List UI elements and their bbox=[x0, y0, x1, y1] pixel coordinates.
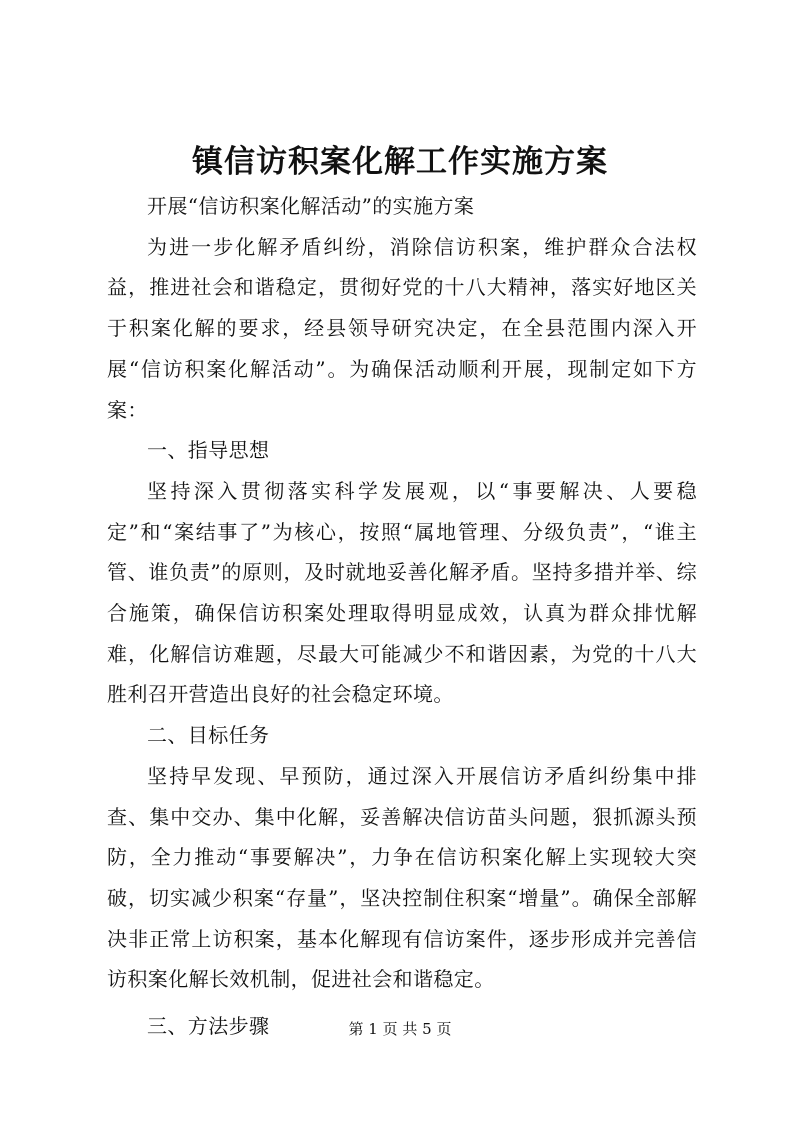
section-heading-methods: 三、方法步骤 bbox=[147, 1014, 270, 1039]
section-heading-goals: 二、目标任务 bbox=[147, 723, 270, 748]
subtitle-paragraph: 开展“信访积案化解活动”的实施方案 bbox=[147, 194, 475, 218]
intro-paragraph: 为进一步化解矛盾纠纷，消除信访积案，维护群众合法权益，推进社会和谐稳定，贯彻好党的十八大精神，落实好地区关于积案化解的要求，经县领导研究决定，在全县范围内深入开展“信访积案化解活动”。为确保活动顺利开展，现制定如下方案： bbox=[107, 234, 697, 422]
document-title: 镇信访积案化解工作实施方案 bbox=[192, 144, 608, 180]
goals-paragraph: 坚持早发现、早预防，通过深入开展信访矛盾纠纷集中排查、集中交办、集中化解，妥善解决信访苗头问题，狠抓源头预防，全力推动“事要解决”，力争在信访积案化解上实现较大突破，切实减少积案“存量”，坚决控制住积案“增量”。确保全部解决非正常上访积案，基本化解现有信访案件，逐步形成并完善信访积案化解长效机制，促进社会和谐稳定。 bbox=[107, 763, 697, 992]
section-heading-guiding-thought: 一、指导思想 bbox=[147, 438, 270, 463]
guiding-thought-paragraph: 坚持深入贯彻落实科学发展观，以“事要解决、人要稳定”和“案结事了”为核心，按照“属地管理、分级负责”，“谁主管、谁负责”的原则，及时就地妥善化解矛盾。坚持多措并举、综合施策，确保信访积案处理取得明显成效，认真为群众排忧解难，化解信访难题，尽最大可能减少不和谐因素，为党的十八大胜利召开营造出良好的社会稳定环境。 bbox=[107, 478, 697, 707]
page-number-footer: 第 1 页 共 5 页 bbox=[348, 1020, 452, 1038]
document-body bbox=[107, 186, 697, 1047]
